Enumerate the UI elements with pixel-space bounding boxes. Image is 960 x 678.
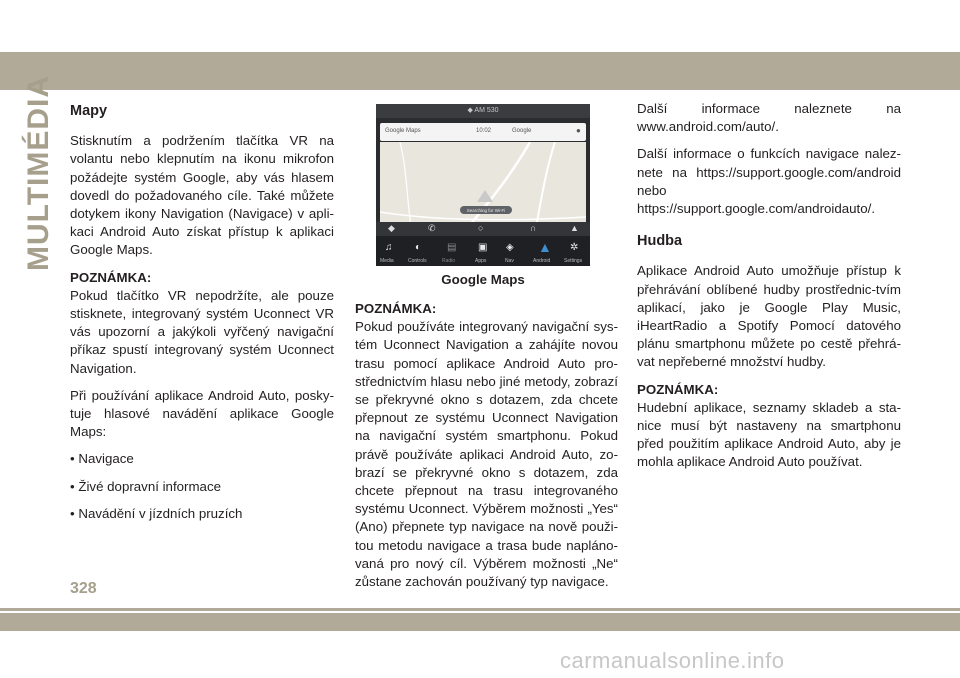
dock-label: Controls <box>408 258 427 264</box>
settings-icon: ✲ <box>570 242 579 253</box>
media-icon: ♫ <box>385 242 393 253</box>
footer-bar <box>0 613 960 631</box>
headphones-icon: ∩ <box>530 223 537 233</box>
figure-status-text: AM 530 <box>474 107 499 114</box>
dock-label: Android <box>533 258 551 264</box>
bullet-item: • Živé dopravní informace <box>70 478 221 494</box>
column-left <box>70 100 334 532</box>
note <box>70 269 334 378</box>
note-label: POZNÁMKA: <box>70 269 152 285</box>
dock-label: Settings <box>564 258 583 264</box>
note-text: Hudební aplikace, seznamy skladeb a sta-nice musí být nastaveny na smartphonu před použitím aplikace Android Auto, aby je mohla aplikace Android Auto používat. <box>637 399 901 470</box>
figure-search-placeholder: Google <box>512 128 532 134</box>
wifi-icon: ◆ <box>467 107 475 114</box>
radio-icon: ▤ <box>447 242 457 253</box>
note <box>637 381 901 472</box>
header-bar <box>0 52 960 90</box>
watermark: carmanualsonline.info <box>560 648 785 673</box>
figure-app-name: Google Maps <box>385 128 421 134</box>
android-auto-icon: ▲ <box>538 239 552 255</box>
note <box>355 300 618 591</box>
bullet-item: • Navigace <box>70 451 134 467</box>
dock-label: Radio <box>442 258 456 264</box>
directions-icon: ◆ <box>388 223 395 233</box>
figure-time: 10:02 <box>476 128 492 134</box>
bullet-item: • Navádění v jízdních pruzích <box>70 505 243 521</box>
dock-label: Media <box>380 258 394 264</box>
dock-label: Nav <box>505 258 514 264</box>
microphone-icon: ● <box>576 126 581 135</box>
phone-icon: ✆ <box>428 223 436 233</box>
note-label: POZNÁMKA: <box>355 301 437 316</box>
apps-icon: ▣ <box>478 242 488 253</box>
paragraph: Další informace naleznete na www.android.com/auto/. <box>637 101 901 135</box>
figure-status-chip: Searching for Wi-Fi <box>466 208 506 213</box>
bell-icon: ▲ <box>570 223 579 233</box>
paragraph: Stisknutím a podržením tlačítka VR na volantu nebo klepnutím na ikonu mikrofon požádejte systém Google, aby vás hlasem dovedl do požadovaného cíle. Také můžete dotykem ikony Navigation (Navigace) v apli-kaci Android Auto získat přístup k aplikaci Google Maps. <box>70 133 334 258</box>
column-middle <box>355 300 618 600</box>
paragraph: Další informace o funkcích navigace nalez-nete na https://support.google.com/android nebo https://support.google.com/androidauto/. <box>637 146 901 217</box>
paragraph: Při používání aplikace Android Auto, posky-tuje hlasové navádění aplikace Google Maps: <box>70 387 334 440</box>
nav-icon: ◈ <box>506 242 514 253</box>
figure-status-bar <box>376 104 590 118</box>
android-auto-screenshot <box>376 104 590 266</box>
dock-label: Apps <box>475 258 487 264</box>
note-text: Pokud používáte integrovaný navigační sys-tém Uconnect Navigation a zahájíte novou trasu pomocí aplikace Android Auto pro-střednictvím hlasu nebo jiné metody, zobrazí se překryvné okno s dotazem, zda chcete přepnout ze systému Uconnect Navigation na navigační systém smartphonu. Pokud právě používáte aplikaci Android Auto, zo-brazí se překryvné okno s dotazem, zda chcete přepnout na trasu integrovaného systému Uconnect. Výběrem možnosti „Yes“ (Ano) přepnete typ navigace na nově použi-tou metodu navigace a trasa bude napláno-vaná pro nový cíl. Výběrem možnosti „Ne“ zůstane zachován používaný typ navigace. <box>355 319 618 590</box>
top-margin <box>0 0 960 52</box>
section-heading-maps: Mapy <box>70 103 108 119</box>
section-heading-music: Hudba <box>637 233 683 250</box>
figure-shortcut-row <box>376 222 590 236</box>
figure-search-bar <box>380 123 586 141</box>
section-side-tab <box>20 74 58 272</box>
home-icon: ○ <box>478 223 484 233</box>
figure-app-dock <box>376 236 590 266</box>
page-number: 328 <box>70 580 97 597</box>
controls-icon: ◐ <box>415 242 422 253</box>
note-text: Pokud tlačítko VR nepodržíte, ale pouze stisknete, integrovaný systém Uconnect VR vás upozorní a jakýkoli vyřčený navigační příkaz spustí integrovaný systém Uconnect Navigation. <box>70 287 334 376</box>
paragraph: Aplikace Android Auto umožňuje přístup k přehrávání oblíbené hudby prostřednic-tvím aplikací, jako je Google Play Music, iHeartRadio a Spotify Pomocí datového plánu smartphonu můžete po cestě přehrá-vat nepřeberné množství hudby. <box>637 263 901 370</box>
note-label: POZNÁMKA: <box>637 381 719 397</box>
figure-caption: Google Maps <box>441 272 525 287</box>
column-right <box>637 100 901 481</box>
section-side-tab-label: MULTIMÉDIA <box>22 74 55 272</box>
footer-rule <box>0 608 960 611</box>
